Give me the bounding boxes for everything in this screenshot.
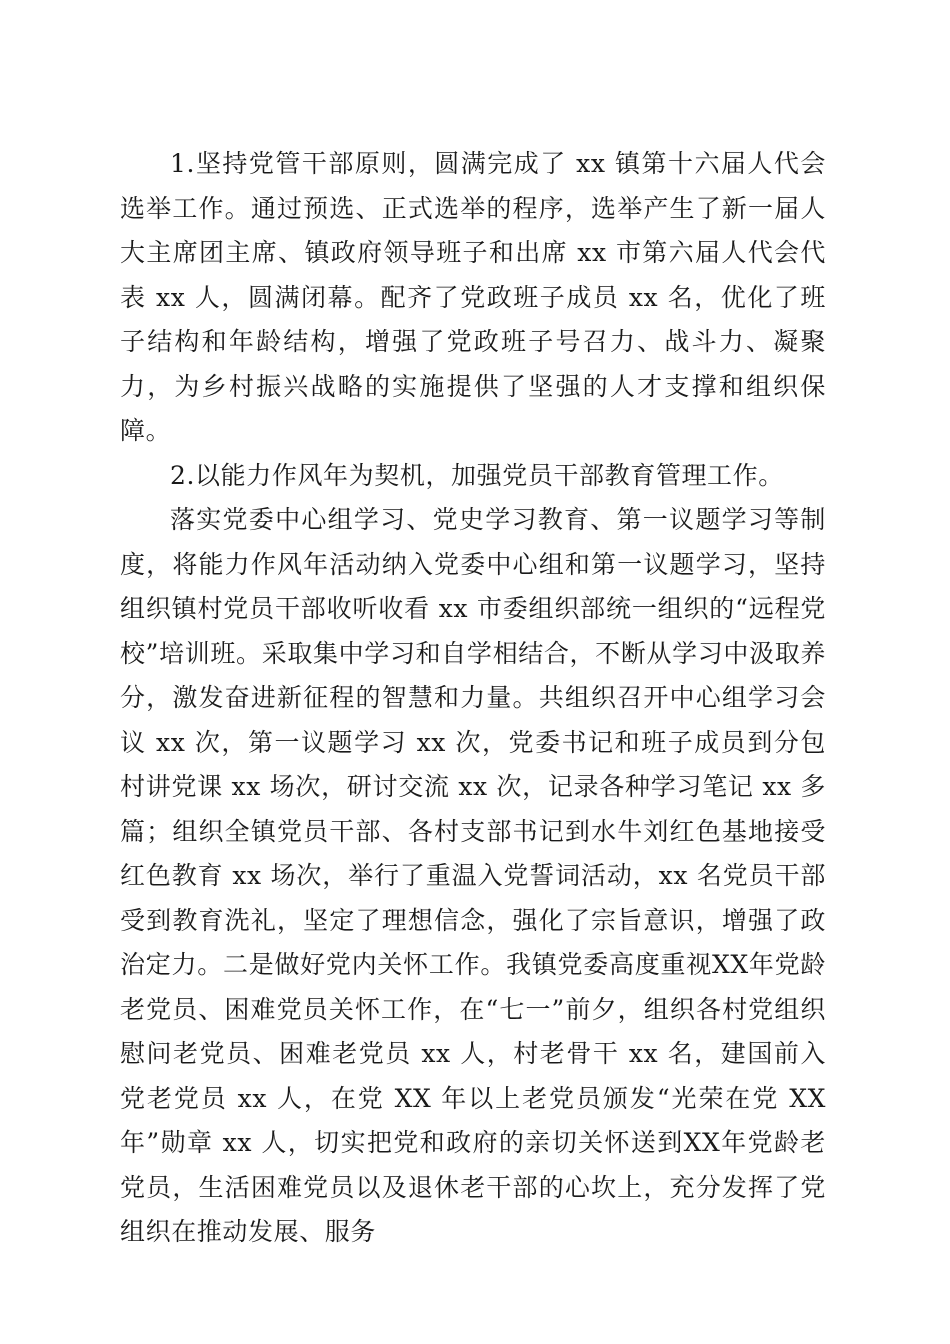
paragraph-heading-education: 2.以能力作风年为契机，加强党员干部教育管理工作。 — [170, 460, 784, 490]
paragraph-election-work: 1.坚持党管干部原则，圆满完成了 xx 镇第十六届人代会选举工作。通过预选、正式选举的程序，选举产生了新一届人大主席团主席、镇政府领导班子和出席 xx 市第六届人代会代表 xx 人，圆满闭幕。配齐了党政班子成员 xx 名，优化了班子结构和年龄结构，增强了党政班子号召力、战斗力、凝聚力，为乡村振兴战略的实施提供了坚强的人才支撑和组织保障。 — [120, 149, 826, 445]
paragraph-study-details: 落实党委中心组学习、党史学习教育、第一议题学习等制度，将能力作风年活动纳入党委中心组和第一议题学习，坚持组织镇村党员干部收听收看 xx 市委组织部统一组织的“远程党校”培训班。采取集中学习和自学相结合，不断从学习中汲取养分，激发奋进新征程的智慧和力量。共组织召开中心组学习会议 xx 次，第一议题学习 xx 次，党委书记和班子成员到分包村讲党课 xx 场次，研讨交流 xx 次，记录各种学习笔记 xx 多篇；组织全镇党员干部、各村支部书记到水牛刘红色基地接受红色教育 xx 场次，举行了重温入党誓词活动，xx 名党员干部受到教育洗礼，坚定了理想信念，强化了宗旨意识，增强了政治定力。二是做好党内关怀工作。我镇党委高度重视XX年党龄老党员、困难党员关怀工作，在“七一”前夕，组织各村党组织慰问老党员、困难老党员 xx 人，村老骨干 xx 名，建国前入党老党员 xx 人，在党 XX 年以上老党员颁发“光荣在党 XX 年”勋章 xx 人，切实把党和政府的亲切关怀送到XX年党龄老党员，生活困难党员以及退休老干部的心坎上，充分发挥了党组织在推动发展、服务 — [120, 505, 826, 1246]
document-body — [120, 142, 826, 1255]
